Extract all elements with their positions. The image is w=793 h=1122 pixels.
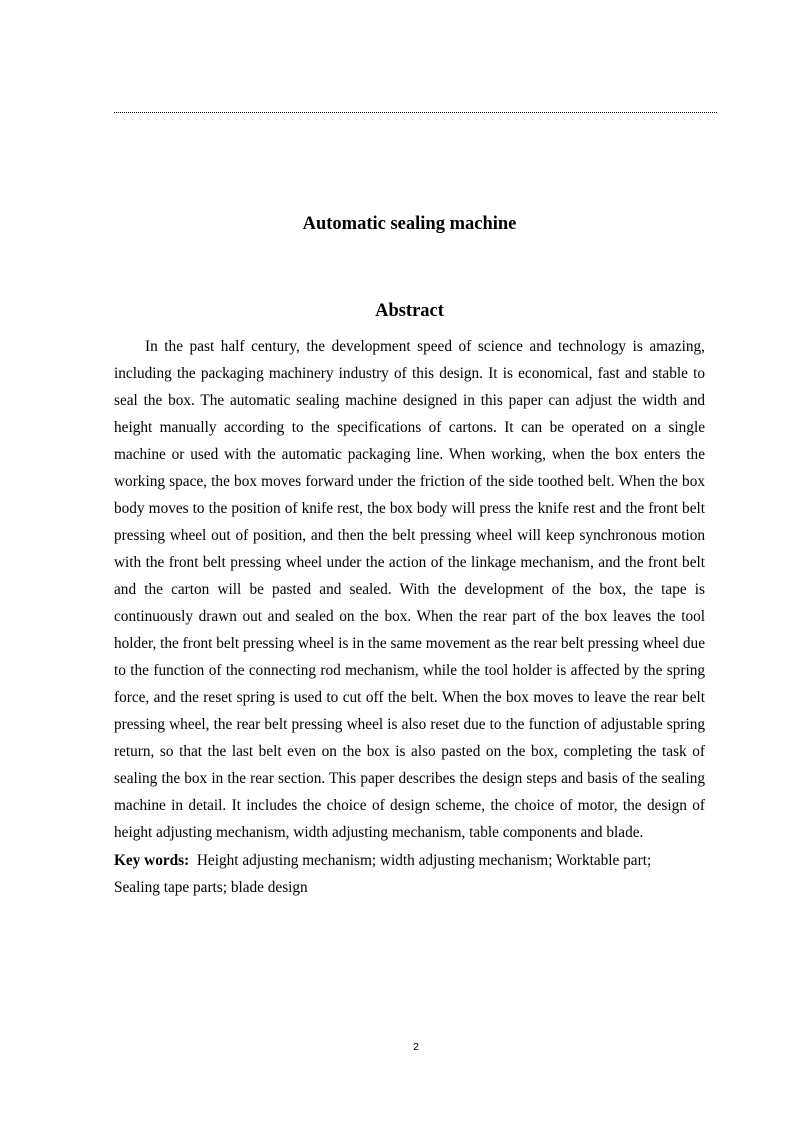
keywords-block xyxy=(114,847,714,901)
keywords-line-2: Sealing tape parts; blade design xyxy=(114,879,308,896)
abstract-body: In the past half century, the development speed of science and technology is amazing, including the packaging machinery industry of this design. It is economical, fast and stable to seal the box. The automatic sealing machine designed in this paper can adjust the width and height manually according to the specifications of cartons. It can be operated on a single machine or used with the automatic packaging line. When working, when the box enters the working space, the box moves forward under the friction of the side toothed belt. When the box body moves to the position of knife rest, the box body will press the knife rest and the front belt pressing wheel out of position, and then the belt pressing wheel will keep synchronous motion with the front belt pressing wheel under the action of the linkage mechanism, and the front belt and the carton will be pasted and sealed. With the development of the box, the tape is continuously drawn out and sealed on the box. When the rear part of the box leaves the tool holder, the front belt pressing wheel is in the same movement as the rear belt pressing wheel due to the function of the connecting rod mechanism, while the tool holder is affected by the spring force, and the reset spring is used to cut off the belt. When the box moves to leave the rear belt pressing wheel, the rear belt pressing wheel is also reset due to the function of adjustable spring return, so that the last belt even on the box is also pasted on the box, completing the task of sealing the box in the rear section. This paper describes the design steps and basis of the sealing machine in detail. It includes the choice of design scheme, the choice of motor, the design of height adjusting mechanism, width adjusting mechanism, table components and blade. xyxy=(114,338,705,841)
paper-title: Automatic sealing machine xyxy=(302,214,517,234)
header-dotted-rule xyxy=(114,112,717,113)
keywords-label: Key words: xyxy=(114,852,190,869)
abstract-heading: Abstract xyxy=(375,301,444,321)
page-number: 2 xyxy=(413,1041,419,1053)
keywords-line-1: Height adjusting mechanism; width adjusting mechanism; Worktable part; xyxy=(196,852,652,869)
